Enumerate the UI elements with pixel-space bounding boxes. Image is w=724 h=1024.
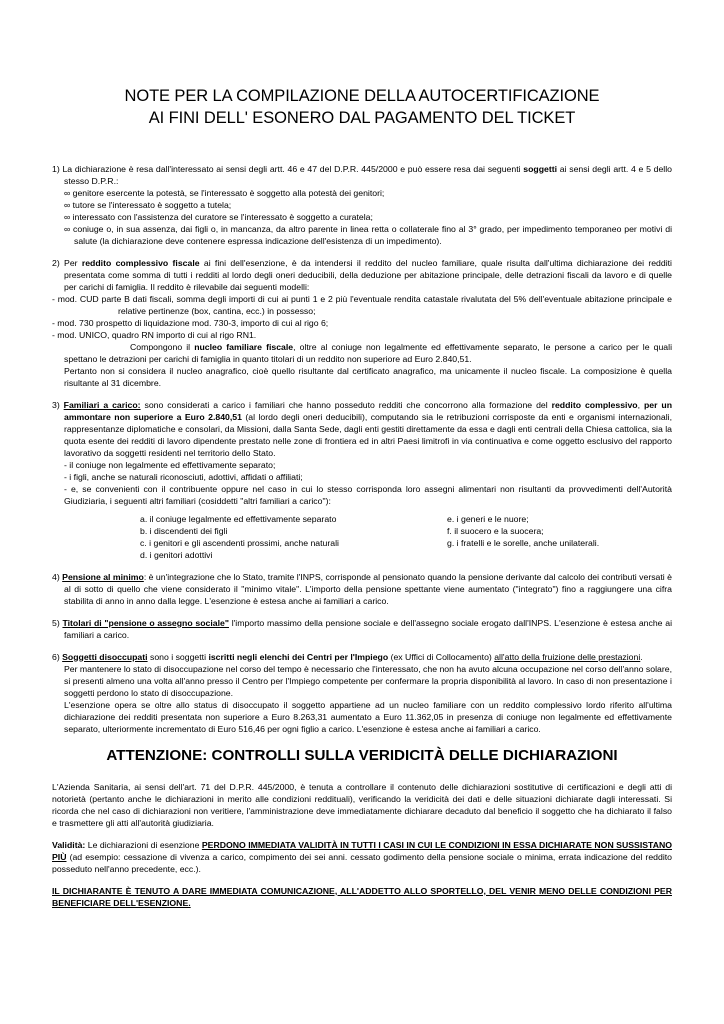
section-3-list-altri: - e, se convenienti con il contribuente oppure nel caso in cui lo stesso corrisponda loro assegni alimentari non risultanti da provvedimenti dell'Autorità Giudiziaria, i seguenti altri familiari (cosiddetti "altri familiari a carico"):	[64, 483, 672, 506]
title-line-1: NOTE PER LA COMPILAZIONE DELLA AUTOCERTIFICAZIONE	[124, 87, 600, 105]
section-5	[52, 617, 672, 641]
section-3-list-figli: - i figli, anche se naturali riconosciuti, adottivi, affidati o affiliati;	[64, 471, 303, 482]
section-3	[52, 399, 672, 561]
section-6-esenzione: L'esenzione opera se oltre allo status di disoccupato il soggetto appartiene ad un nucleo familiare con un reddito complessivo lordo riferito all'ultima dichiarazione dei redditi presentata non superiore a Euro 8.263,31 aumentato a Euro 11.362,05 in presenza di coniuge non legalmente ed effettivamente separato, ulteriormente incrementato di Euro 516,46 per ogni figlio a carico. L'esenzione è estesa anche ai familiari a carico.	[64, 699, 672, 734]
attention-paragraph: L'Azienda Sanitaria, ai sensi dell'art. 71 del D.P.R. 445/2000, è tenuta a controllare il contenuto delle dichiarazioni sostitutive di certificazioni e degli atti di notorietà (pertanto anche le dichiarazioni in merito alle condizioni reddituali), verificando la veridicità dei dati e delle situazioni dichiarate dagli interessati. Si ricorda che nel caso di dichiarazioni non veritiere, l'amministrazione deve immediatamente dichiarare decaduto dal beneficio il soggetto che ha dichiarato il falso e trasmettere gli atti all'autorità giudiziaria.	[52, 781, 672, 828]
section-6-intro: 6) Soggetti disoccupati sono i soggetti iscritti negli elenchi dei Centri per l'Impiego (ex Uffici di Collocamento) all'atto della fruizione delle prestazioni.	[52, 651, 643, 662]
section-1-bullet: ∞ interessato con l'assistenza del curatore se l'interessato è soggetto a curatela;	[64, 211, 373, 222]
attention-controls	[52, 781, 672, 829]
section-1-intro: 1) La dichiarazione è resa dall'interessato ai sensi degli artt. 46 e 47 del D.P.R. 445/2000 e può essere resa dai seguenti soggetti ai sensi degli artt. 4 e 5 dello stesso D.P.R.:	[52, 163, 672, 186]
final-notice	[52, 885, 672, 909]
section-2-model-cud: - mod. CUD parte B dati fiscali, somma degli importi di cui ai punti 1 e 2 più l'eventuale rendita catastale rivalutata del 5% dell'eventuale abitazione principale e relative pertinenze (box, cantina, ecc.) in possesso;	[52, 293, 672, 316]
other-relatives-list	[52, 513, 672, 561]
section-6	[52, 651, 672, 735]
page-title	[52, 86, 672, 130]
section-2-model-730: - mod. 730 prospetto di liquidazione mod. 730-3, importo di cui al rigo 6;	[52, 317, 329, 328]
section-2-pertanto: Pertanto non si considera il nucleo anagrafico, cioè quello risultante dal certificato anagrafico, ma unicamente il nucleo fiscale. La composizione è quella risultante al 31 dicembre.	[64, 365, 672, 388]
section-2	[52, 257, 672, 389]
relative-item: c. i genitori e gli ascendenti prossimi, anche naturali	[140, 537, 339, 548]
section-1-bullet: ∞ tutore se l'interessato è soggetto a tutela;	[64, 199, 232, 210]
section-2-intro: 2) Per reddito complessivo fiscale ai fini dell'esenzione, è da intendersi il reddito del nucleo familiare, quale risulta dall'ultima dichiarazione dei redditi presentata come somma di tutti i redditi al lordo degli oneri deducibili, della deduzione per abitazione principale, delle detrazioni fiscali da lavoro e di quelle per carichi di famiglia. Il reddito è rilevabile dai seguenti modelli:	[52, 257, 672, 292]
other-relatives-column-2	[447, 513, 672, 561]
relative-item: g. i fratelli e le sorelle, anche unilaterali.	[447, 537, 600, 548]
relative-item: f. il suocero e la suocera;	[447, 525, 544, 536]
section-3-list-coniuge: - il coniuge non legalmente ed effettivamente separato;	[64, 459, 276, 470]
section-2-model-unico: - mod. UNICO, quadro RN importo di cui al rigo RN1.	[52, 329, 257, 340]
section-1	[52, 163, 672, 247]
section-4-text: 4) Pensione al minimo: è un'integrazione che lo Stato, tramite l'INPS, corrisponde al pensionato quando la pensione derivante dal calcolo dei contributi versati è al di sotto di quello che viene considerato il "minimo vitale". L'importo della pensione spettante viene aumentato ("integrato") fino a raggiungere una cifra stabilita di anno in anno dalla legge. L'esenzione è estesa anche ai familiari a carico.	[52, 571, 673, 606]
validity-paragraph: Validità: Le dichiarazioni di esenzione PERDONO IMMEDIATA VALIDITÀ IN TUTTI I CASI IN CUI LE CONDIZIONI IN ESSA DICHIARATE NON SUSSISTANO PIÙ (ad esempio: cessazione di vivenza a carico, compimento dei sei anni. cessato godimento della pensione sociale o minima, errata indicazione del reddito posseduto nell'anno precedente, ecc.).	[52, 839, 672, 874]
relative-item: b. i discendenti dei figli	[140, 525, 228, 536]
section-4	[52, 571, 672, 607]
relative-item: d. i genitori adottivi	[140, 549, 213, 560]
attention-heading: ATTENZIONE: CONTROLLI SULLA VERIDICITÀ DELLE DICHIARAZIONI	[106, 746, 618, 764]
section-1-bullet: ∞ genitore esercente la potestà, se l'interessato è soggetto alla potestà dei genitori;	[64, 187, 385, 198]
section-2-nucleo: Compongono il nucleo familiare fiscale, oltre al coniuge non legalmente ed effettivamente separato, le persone a carico per le quali spettano le detrazioni per carichi di famiglia in quanto titolari di un reddito non superiore ad Euro 2.840,51.	[64, 341, 672, 364]
section-3-intro: 3) Familiari a carico: sono considerati a carico i familiari che hanno posseduto redditi che concorrono alla formazione del reddito complessivo, per un ammontare non superiore a Euro 2.840,51 (al lordo degli oneri deducibili), computando sia le retribuzioni corrisposte da enti e organismi internazionali, rappresentanze diplomatiche e consolari, da Missioni, dalla Santa Sede, dagli enti gestiti direttamente da essa e dagli enti centrali della Chiesa cattolica, sia la quota esente dei redditi di lavoro dipendente prestato nelle zone di frontiera ed in altri Paesi limitrofi in via continuativa e come oggetto esclusivo del rapporto lavorativo da soggetti residenti nel territorio dello Stato.	[52, 399, 672, 458]
relative-item: e. i generi e le nuore;	[447, 513, 529, 524]
other-relatives-column-1	[52, 513, 447, 561]
validity-note	[52, 839, 672, 875]
final-notice-text: IL DICHIARANTE È TENUTO A DARE IMMEDIATA COMUNICAZIONE, ALL'ADDETTO ALLO SPORTELLO, DEL VENIR MENO DELLE CONDIZIONI PER BENEFICIARE DELL'ESENZIONE.	[52, 885, 672, 908]
section-6-mantenimento: Per mantenere lo stato di disoccupazione nel corso del tempo è necessario che l'interessato, che non ha avuto alcuna occupazione nel corso dell'anno solare, si presenti almeno una volta all'anno presso il Centro per l'Impiego competente per confermare la propria disponibilità al lavoro. In caso di non presentazione i soggetti perdono lo stato di disoccupazione.	[64, 663, 672, 698]
relative-item: a. il coniuge legalmente ed effettivamente separato	[140, 513, 337, 524]
title-line-2: AI FINI DELL' ESONERO DAL PAGAMENTO DEL TICKET	[148, 108, 576, 127]
section-5-text: 5) Titolari di "pensione o assegno sociale" l'importo massimo della pensione sociale e dell'assegno sociale erogato dall'INPS. L'esenzione è estesa anche ai familiari a carico.	[52, 617, 672, 640]
section-1-bullet: ∞ coniuge o, in sua assenza, dai figli o, in mancanza, da altro parente in linea retta o collaterale fino al 3° grado, per impedimento temporaneo per motivi di salute (la dichiarazione deve contenere espressa indicazione dell'esistenza di un impedimento).	[64, 223, 672, 246]
